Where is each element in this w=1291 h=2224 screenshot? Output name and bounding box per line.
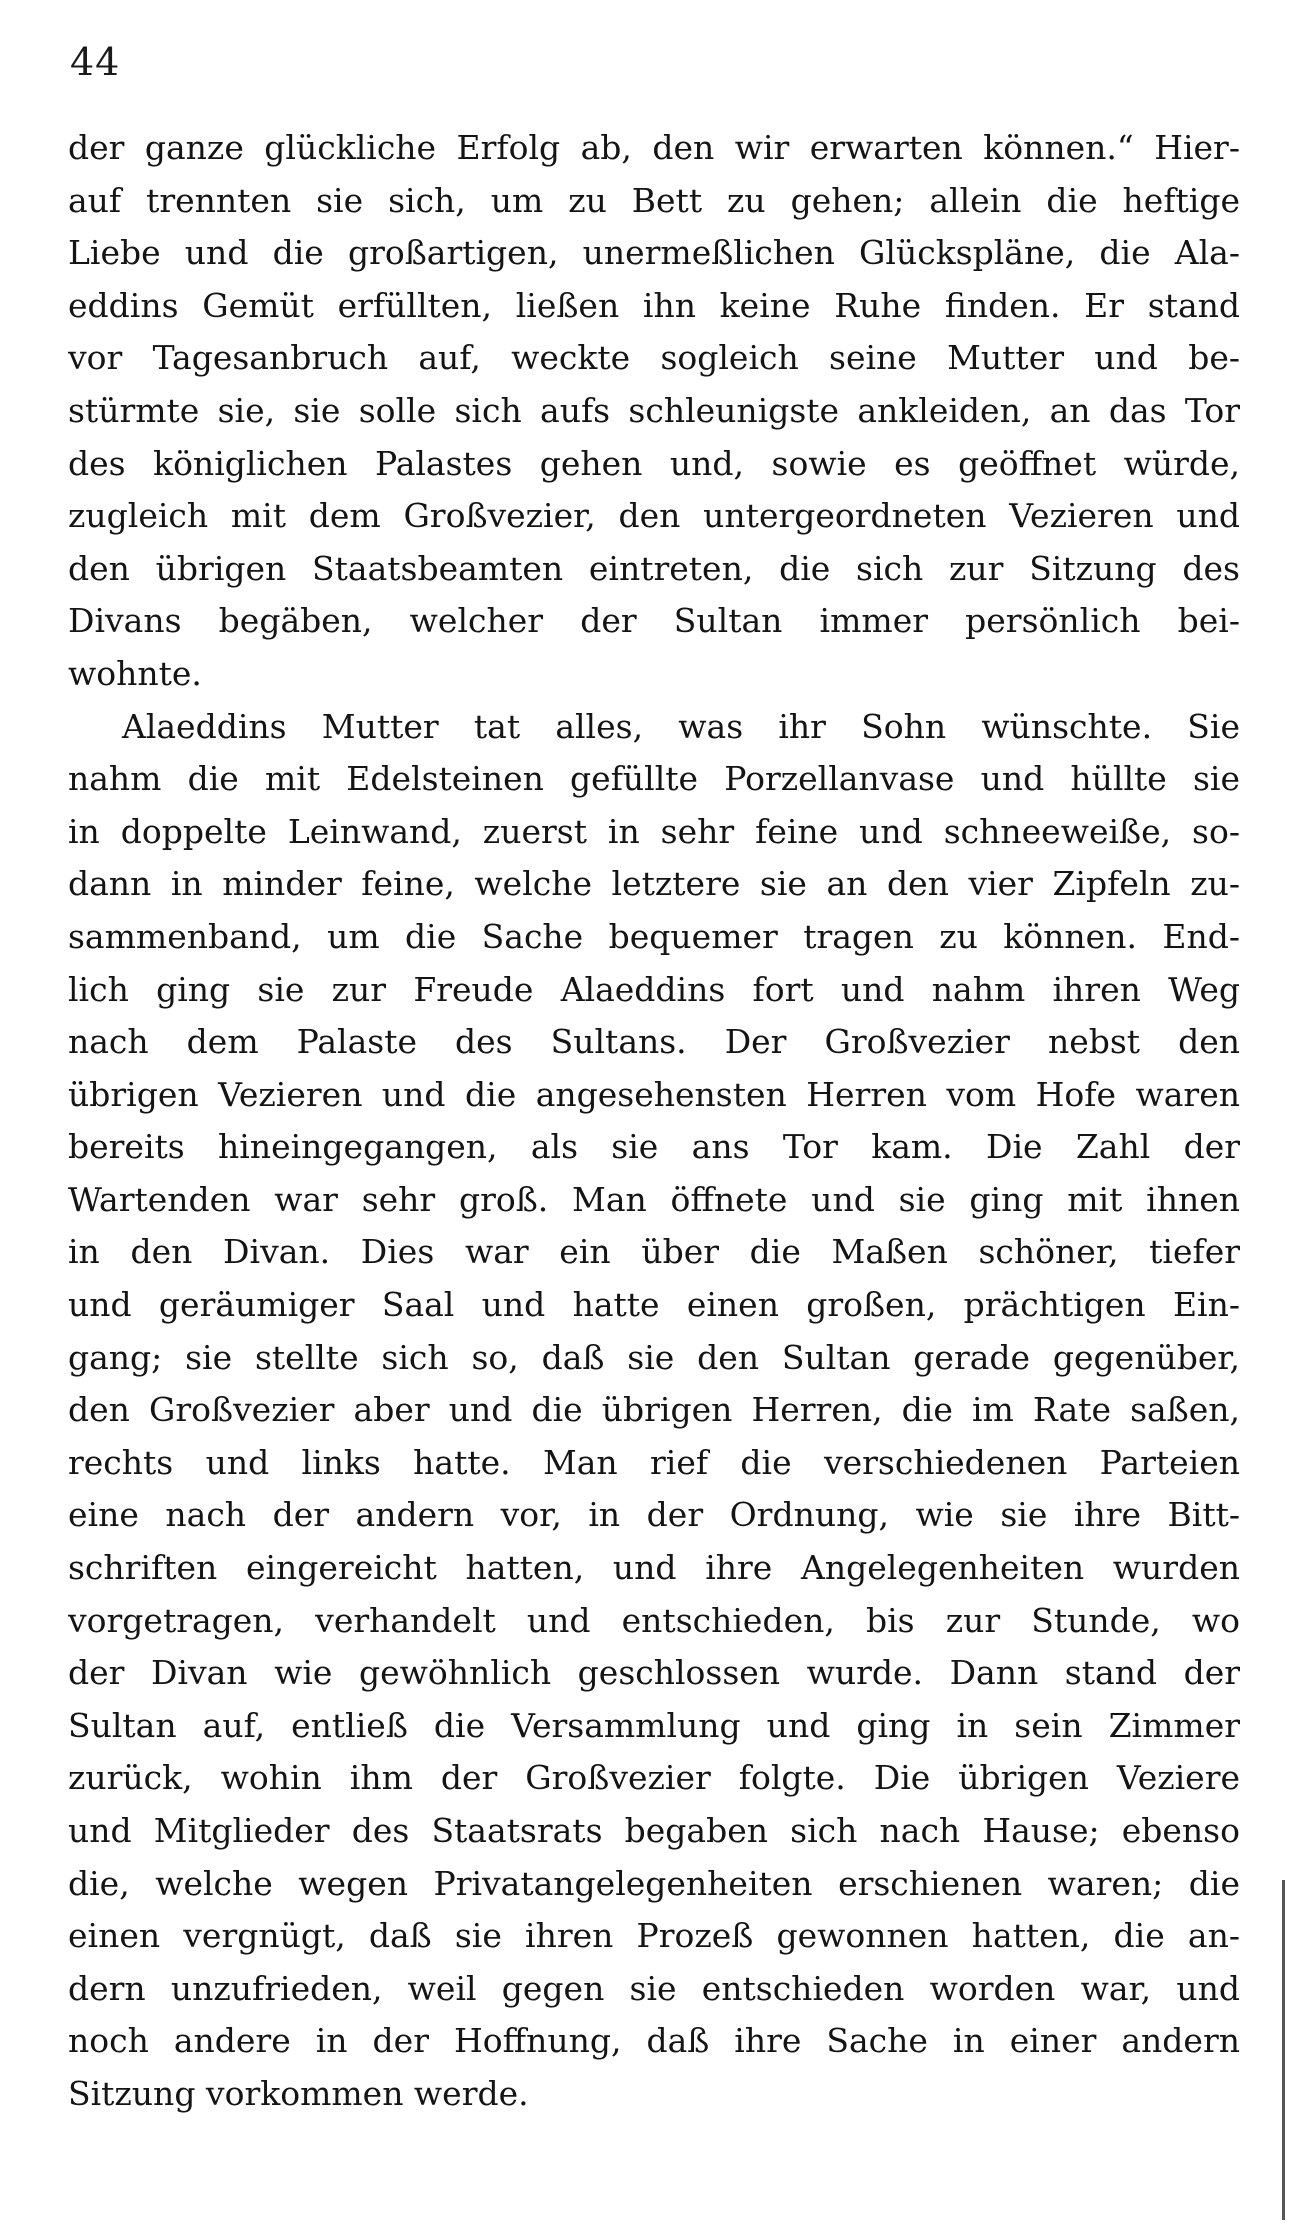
- text-line: Sitzung vorkommen werde.: [68, 2073, 529, 2113]
- text-line: des königlichen Palastes gehen und, sowie es geöffnet würde,: [68, 443, 1240, 483]
- body-text: [68, 122, 1240, 2121]
- text-line: auf trennten sie sich, um zu Bett zu gehen; allein die heftige: [68, 180, 1240, 220]
- text-line: Divans begäben, welcher der Sultan immer persönlich bei-: [68, 601, 1240, 641]
- text-line: bereits hineingegangen, als sie ans Tor kam. Die Zahl der: [68, 1127, 1240, 1167]
- text-line: dann in minder feine, welche letztere sie an den vier Zipfeln zu-: [68, 864, 1240, 904]
- text-line: nach dem Palaste des Sultans. Der Großvezier nebst den: [68, 1022, 1240, 1062]
- text-line: und geräumiger Saal und hatte einen großen, prächtigen Ein-: [68, 1285, 1240, 1325]
- text-line: vor Tagesanbruch auf, weckte sogleich seine Mutter und be-: [68, 338, 1240, 378]
- text-line: stürmte sie, sie solle sich aufs schleunigste ankleiden, an das Tor: [68, 390, 1240, 430]
- text-line: eddins Gemüt erfüllten, ließen ihn keine Ruhe finden. Er stand: [68, 285, 1240, 325]
- text-line: dern unzufrieden, weil gegen sie entschieden worden war, und: [68, 1968, 1240, 2008]
- text-line: der ganze glückliche Erfolg ab, den wir erwarten können.“ Hier-: [68, 128, 1240, 167]
- page-edge-shadow: [1282, 1880, 1285, 2220]
- text-line: Alaeddins Mutter tat alles, was ihr Sohn wünschte. Sie: [122, 706, 1240, 746]
- text-line: lich ging sie zur Freude Alaeddins fort und nahm ihren Weg: [68, 969, 1240, 1009]
- text-line: den übrigen Staatsbeamten eintreten, die sich zur Sitzung des: [68, 548, 1240, 588]
- text-line: Liebe und die großartigen, unermeßlichen Glückspläne, die Ala-: [68, 233, 1240, 273]
- text-line: in den Divan. Dies war ein über die Maßen schöner, tiefer: [68, 1232, 1240, 1272]
- text-line: Wartenden war sehr groß. Man öffnete und sie ging mit ihnen: [68, 1179, 1240, 1219]
- text-line: gang; sie stellte sich so, daß sie den Sultan gerade gegenüber,: [68, 1337, 1240, 1377]
- text-line: die, welche wegen Privatangelegenheiten erschienen waren; die: [68, 1863, 1240, 1903]
- text-line: sammenband, um die Sache bequemer tragen zu können. End-: [68, 916, 1240, 956]
- text-line: in doppelte Leinwand, zuerst in sehr feine und schneeweiße, so-: [68, 811, 1240, 851]
- text-line: den Großvezier aber und die übrigen Herren, die im Rate saßen,: [68, 1390, 1240, 1430]
- page-number: 44: [70, 40, 121, 84]
- text-line: rechts und links hatte. Man rief die verschiedenen Parteien: [68, 1442, 1240, 1482]
- text-line: eine nach der andern vor, in der Ordnung, wie sie ihre Bitt-: [68, 1495, 1240, 1535]
- text-line: einen vergnügt, daß sie ihren Prozeß gewonnen hatten, die an-: [68, 1916, 1240, 1956]
- text-line: der Divan wie gewöhnlich geschlossen wurde. Dann stand der: [68, 1653, 1240, 1693]
- text-line: schriften eingereicht hatten, und ihre Angelegenheiten wurden: [68, 1548, 1240, 1588]
- text-line: und Mitglieder des Staatsrats begaben sich nach Hause; ebenso: [68, 1811, 1240, 1850]
- text-line: zugleich mit dem Großvezier, den untergeordneten Vezieren und: [68, 496, 1240, 536]
- text-line: wohnte.: [68, 653, 202, 693]
- text-line: Sultan auf, entließ die Versammlung und ging in sein Zimmer: [68, 1705, 1240, 1745]
- text-line: zurück, wohin ihm der Großvezier folgte. Die übrigen Veziere: [68, 1758, 1240, 1798]
- text-line: noch andere in der Hoffnung, daß ihre Sache in einer andern: [68, 2021, 1240, 2061]
- text-line: übrigen Vezieren und die angesehensten Herren vom Hofe waren: [68, 1074, 1240, 1114]
- text-line: nahm die mit Edelsteinen gefüllte Porzellanvase und hüllte sie: [68, 759, 1240, 799]
- text-line: vorgetragen, verhandelt und entschieden, bis zur Stunde, wo: [68, 1600, 1240, 1640]
